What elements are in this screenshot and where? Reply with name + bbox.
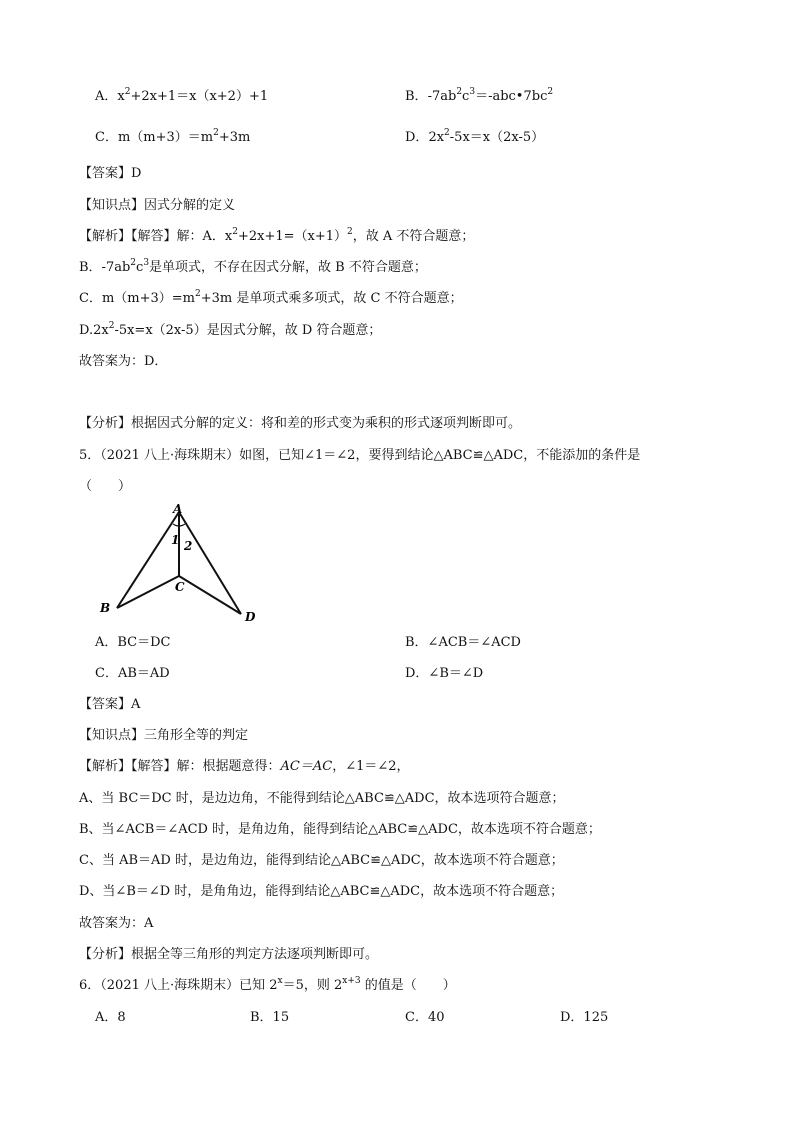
q4-fenxi: 【分析】根据因式分解的定义：将和差的形式变为乘积的形式逐项判断即可。 <box>79 416 522 431</box>
q4-option-c: C．$m(m+3)=m^2+3m$ <box>95 127 251 145</box>
vertex-label-c: C <box>175 580 185 594</box>
q4-option-d: D．$2x^2-5x=x(2x-5)$ <box>405 127 545 145</box>
q5-analysis-case-a: A、当 BC＝DC 时，是边边角，不能得到结论△ABC≌△ADC，故本选项符合题意； <box>79 791 565 806</box>
q5-knowledge: 【知识点】三角形全等的判定 <box>79 728 249 743</box>
q5-analysis-case-c: C、当 AB＝AD 时，是边角边，能得到结论△ABC≌△ADC，故本选项不符合题意； <box>79 853 564 868</box>
q4-analysis-line-3: C．$m(m+3)=m^2+3m$ 是单项式乘多项式，故 C 不符合题意； <box>79 288 463 306</box>
q4-analysis-line-1: 【解析】【解答】解：A．$x^2+2x+1=(x+1)^2$，故 A 不符合题意； <box>79 226 475 244</box>
q5-option-b: B．∠ACB＝∠ACD <box>405 635 521 650</box>
q6-option-d: D．125 <box>560 1010 609 1025</box>
q4-option-b: B．$-7ab^2c^3=-abc•7bc^2$ <box>405 86 554 104</box>
vertex-label-b: B <box>100 601 111 615</box>
q5-blank: （ ） <box>79 479 132 494</box>
q5-fenxi: 【分析】根据全等三角形的判定方法逐项判断即可。 <box>79 947 379 962</box>
q5-analysis-case-b: B、当∠ACB＝∠ACD 时，是角边角，能得到结论△ABC≌△ADC，故本选项不符合题意； <box>79 822 601 837</box>
angle-label-2: 2 <box>184 539 193 553</box>
q5-option-c: C．AB＝AD <box>95 666 170 681</box>
q5-analysis-case-d: D、当∠B＝∠D 时，是角角边，能得到结论△ABC≌△ADC，故本选项不符合题意； <box>79 884 564 899</box>
q6-option-b: B．15 <box>250 1010 290 1025</box>
q5-option-a: A．BC＝DC <box>95 635 171 650</box>
q4-answer: 【答案】D <box>79 166 142 181</box>
q5-analysis-line-1: 【解析】【解答】解：根据题意得：AC＝AC，∠1＝∠2， <box>79 759 410 774</box>
q4-option-a: A．$x^2+2x+1=x(x+2)+1$ <box>95 86 269 104</box>
q6-option-c: C．40 <box>405 1010 445 1025</box>
q5-triangle-figure <box>95 500 270 630</box>
q6-stem: 6．（2021 八上·海珠期末）已知 $2^x=5$，则 $2^{x+3}$ 的值是（ ） <box>79 975 456 993</box>
q4-analysis-line-5: 故答案为：D． <box>79 354 168 369</box>
q4-analysis-line-4: $D.2x^2-5x=x(2x-5)$是因式分解，故 D 符合题意； <box>79 320 382 338</box>
vertex-label-a: A <box>173 502 183 516</box>
angle-label-1: 1 <box>171 533 180 547</box>
q5-stem: 5．（2021 八上·海珠期末）如图，已知∠1＝∠2，要得到结论△ABC≌△ADC，不能添加的条件是 <box>79 448 641 463</box>
q6-option-a: A．8 <box>95 1010 126 1025</box>
q5-analysis-conclusion: 故答案为：A <box>79 916 154 931</box>
q4-knowledge: 【知识点】因式分解的定义 <box>79 198 236 213</box>
q4-analysis-line-2: B．$-7ab^2c^3$是单项式，不存在因式分解，故 B 不符合题意； <box>79 257 427 275</box>
q5-answer: 【答案】A <box>79 697 141 712</box>
vertex-label-d: D <box>245 610 256 624</box>
q5-option-d: D．∠B＝∠D <box>405 666 484 681</box>
